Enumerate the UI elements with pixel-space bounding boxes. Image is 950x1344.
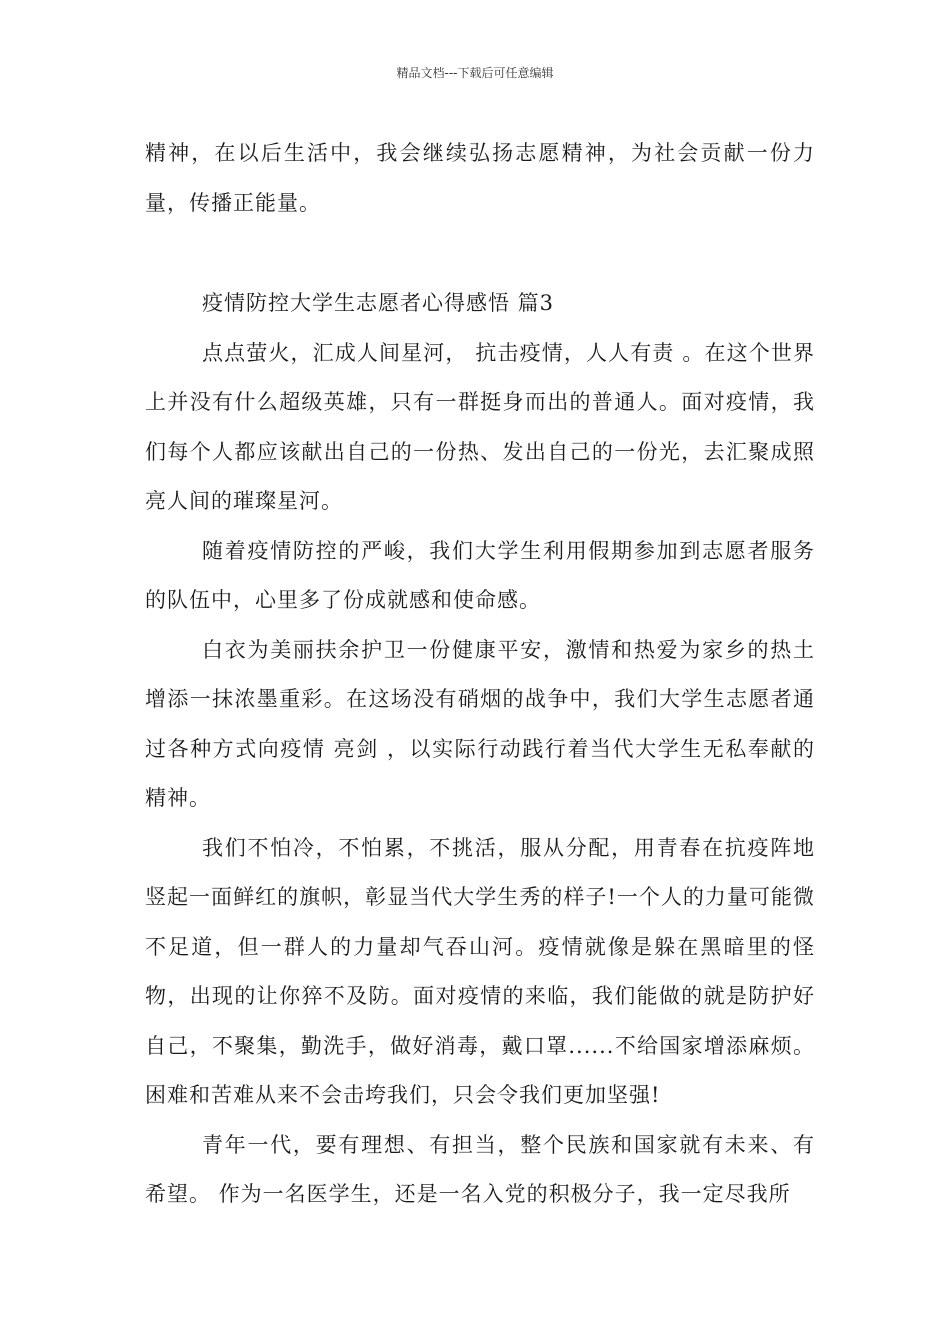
section-title: 疫情防控大学生志愿者心得感悟 篇3 [202,291,555,315]
document-body [145,129,815,1220]
page-header: 精品文档---下载后可任意编辑 [396,66,554,80]
paragraph: 点点萤火，汇成人间星河， 抗击疫情，人人有责 。在这个世界上并没有什么超级英雄，只有一群挺身而出的普通人。面对疫情，我们每个人都应该献出自己的一份热、发出自己的一份光，去汇聚成照亮人间的璀璨星河。 [145,340,815,513]
paragraph: 青年一代，要有理想、有担当，整个民族和国家就有未来、有希望。 作为一名医学生，还是一名入党的积极分子，我一定尽我所 [145,1132,815,1206]
paragraph-continuation: 精神，在以后生活中，我会继续弘扬志愿精神，为社会贡献一份力量，传播正能量。 [145,141,815,215]
paragraph: 白衣为美丽扶余护卫一份健康平安，激情和热爱为家乡的热土增添一抹浓墨重彩。在这场没有硝烟的战争中，我们大学生志愿者通过各种方式向疫情 亮剑 ，以实际行动践行着当代大学生无私奉献的精神。 [145,637,815,810]
paragraph-gap [145,228,815,279]
paragraph: 我们不怕冷，不怕累，不挑活，服从分配，用青春在抗疫阵地竖起一面鲜红的旗帜，彰显当代大学生秀的样子!一个人的力量可能微不足道，但一群人的力量却气吞山河。疫情就像是躲在黑暗里的怪物，出现的让你猝不及防。面对疫情的来临，我们能做的就是防护好自己，不聚集，勤洗手，做好消毒，戴口罩......不给国家增添麻烦。困难和苦难从来不会击垮我们，只会令我们更加坚强! [145,835,815,1107]
paragraph: 随着疫情防控的严峻，我们大学生利用假期参加到志愿者服务的队伍中，心里多了份成就感和使命感。 [145,538,815,612]
